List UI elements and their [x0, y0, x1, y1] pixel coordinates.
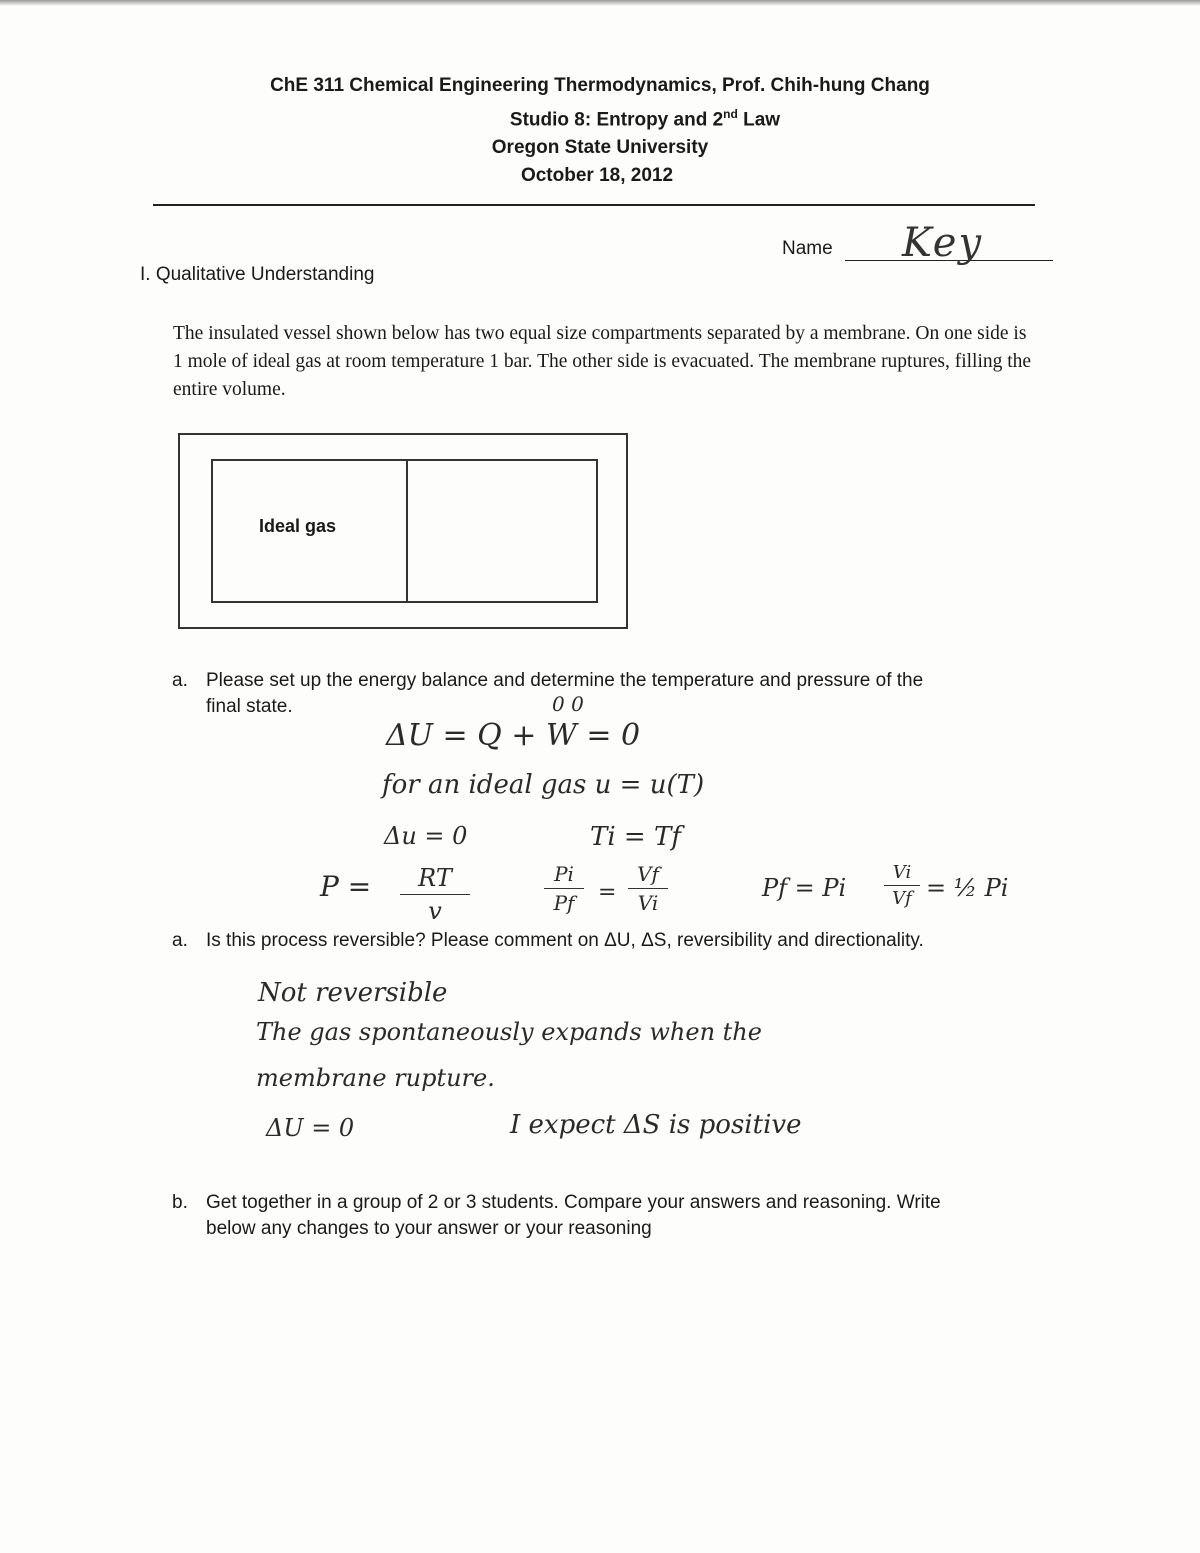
- hw-frac-den: Vf: [892, 888, 912, 909]
- question-letter: a.: [172, 670, 188, 691]
- hw-frac-bar: [544, 888, 584, 889]
- question-text-cont: below any changes to your answer or your reasoning: [206, 1218, 652, 1239]
- hw-frac-bar: [400, 894, 470, 895]
- hw-frac-num: Vi: [892, 862, 912, 883]
- hw-frac-den: v: [428, 897, 442, 925]
- hw-frac-bar: [628, 888, 668, 889]
- hw-membrane-rupture: membrane rupture.: [256, 1064, 495, 1092]
- question-text: Get together in a group of 2 or 3 students. Compare your answers and reasoning. Write: [206, 1192, 941, 1213]
- name-value-handwritten: Key: [902, 220, 984, 266]
- hw-vi-over-vf: [884, 862, 920, 909]
- hw-entropy-positive: I expect ΔS is positive: [510, 1110, 802, 1140]
- hw-zero-marks: 0 0: [552, 692, 584, 716]
- hw-frac-num: Pi: [554, 862, 574, 886]
- question-b: [172, 1190, 1072, 1250]
- course-title: ChE 311 Chemical Engineering Thermodynamics, Prof. Chih-hung Chang: [270, 75, 930, 96]
- university: Oregon State University: [491, 137, 709, 159]
- problem-statement: The insulated vessel shown below has two equal size compartments separated by a membrane. On one side is 1 mole of ideal gas at room temperature 1 bar. The other side is evacuated. The membrane ruptures, filling the entire volume.: [173, 323, 1032, 400]
- hw-pf-equals: Pf = Pi: [762, 874, 847, 902]
- hw-gas-expands: The gas spontaneously expands when the: [256, 1018, 762, 1046]
- hw-frac-num: Vf: [637, 862, 659, 886]
- scan-edge: [0, 0, 1200, 6]
- ideal-gas-label: Ideal gas: [259, 516, 337, 536]
- hw-rt-over-v: [400, 864, 470, 925]
- hw-du-zero: Δu = 0: [384, 822, 468, 850]
- hw-p-equals: P =: [320, 870, 372, 903]
- question-text: Is this process reversible? Please comment on ΔU, ΔS, reversibility and directionality.: [206, 930, 924, 951]
- document-header: [0, 72, 1200, 190]
- hw-ideal-gas: for an ideal gas u = u(T): [382, 770, 705, 800]
- name-label: Name: [782, 238, 833, 259]
- hw-temperature-equal: Ti = Tf: [590, 822, 681, 852]
- hw-ratio-equals: =: [598, 880, 617, 905]
- question-a2: [172, 928, 1072, 958]
- question-letter: b.: [172, 1192, 188, 1213]
- hw-p-ratio: [544, 862, 584, 915]
- hw-v-ratio: [628, 862, 668, 915]
- hw-frac-bar: [884, 885, 920, 886]
- vessel-membrane: [406, 459, 408, 603]
- question-text: Please set up the energy balance and determine the temperature and pressure of the: [206, 670, 924, 691]
- studio-title: Studio 8: Entropy and 2nd Law: [509, 107, 781, 131]
- hw-frac-num: RT: [418, 864, 452, 892]
- header-divider: [153, 204, 1035, 206]
- question-letter: a.: [172, 930, 188, 951]
- hw-frac-den: Pf: [553, 891, 575, 915]
- hw-pf-result: = ½ Pi: [926, 874, 1009, 902]
- hw-du-zero-2: ΔU = 0: [266, 1114, 355, 1142]
- question-text-cont: final state.: [206, 696, 293, 717]
- hw-not-reversible: Not reversible: [258, 978, 448, 1008]
- section-title: I. Qualitative Understanding: [140, 264, 375, 285]
- hw-frac-den: Vi: [637, 891, 659, 915]
- hw-energy-balance: ΔU = Q + W = 0: [386, 718, 641, 753]
- date: October 18, 2012: [520, 165, 674, 187]
